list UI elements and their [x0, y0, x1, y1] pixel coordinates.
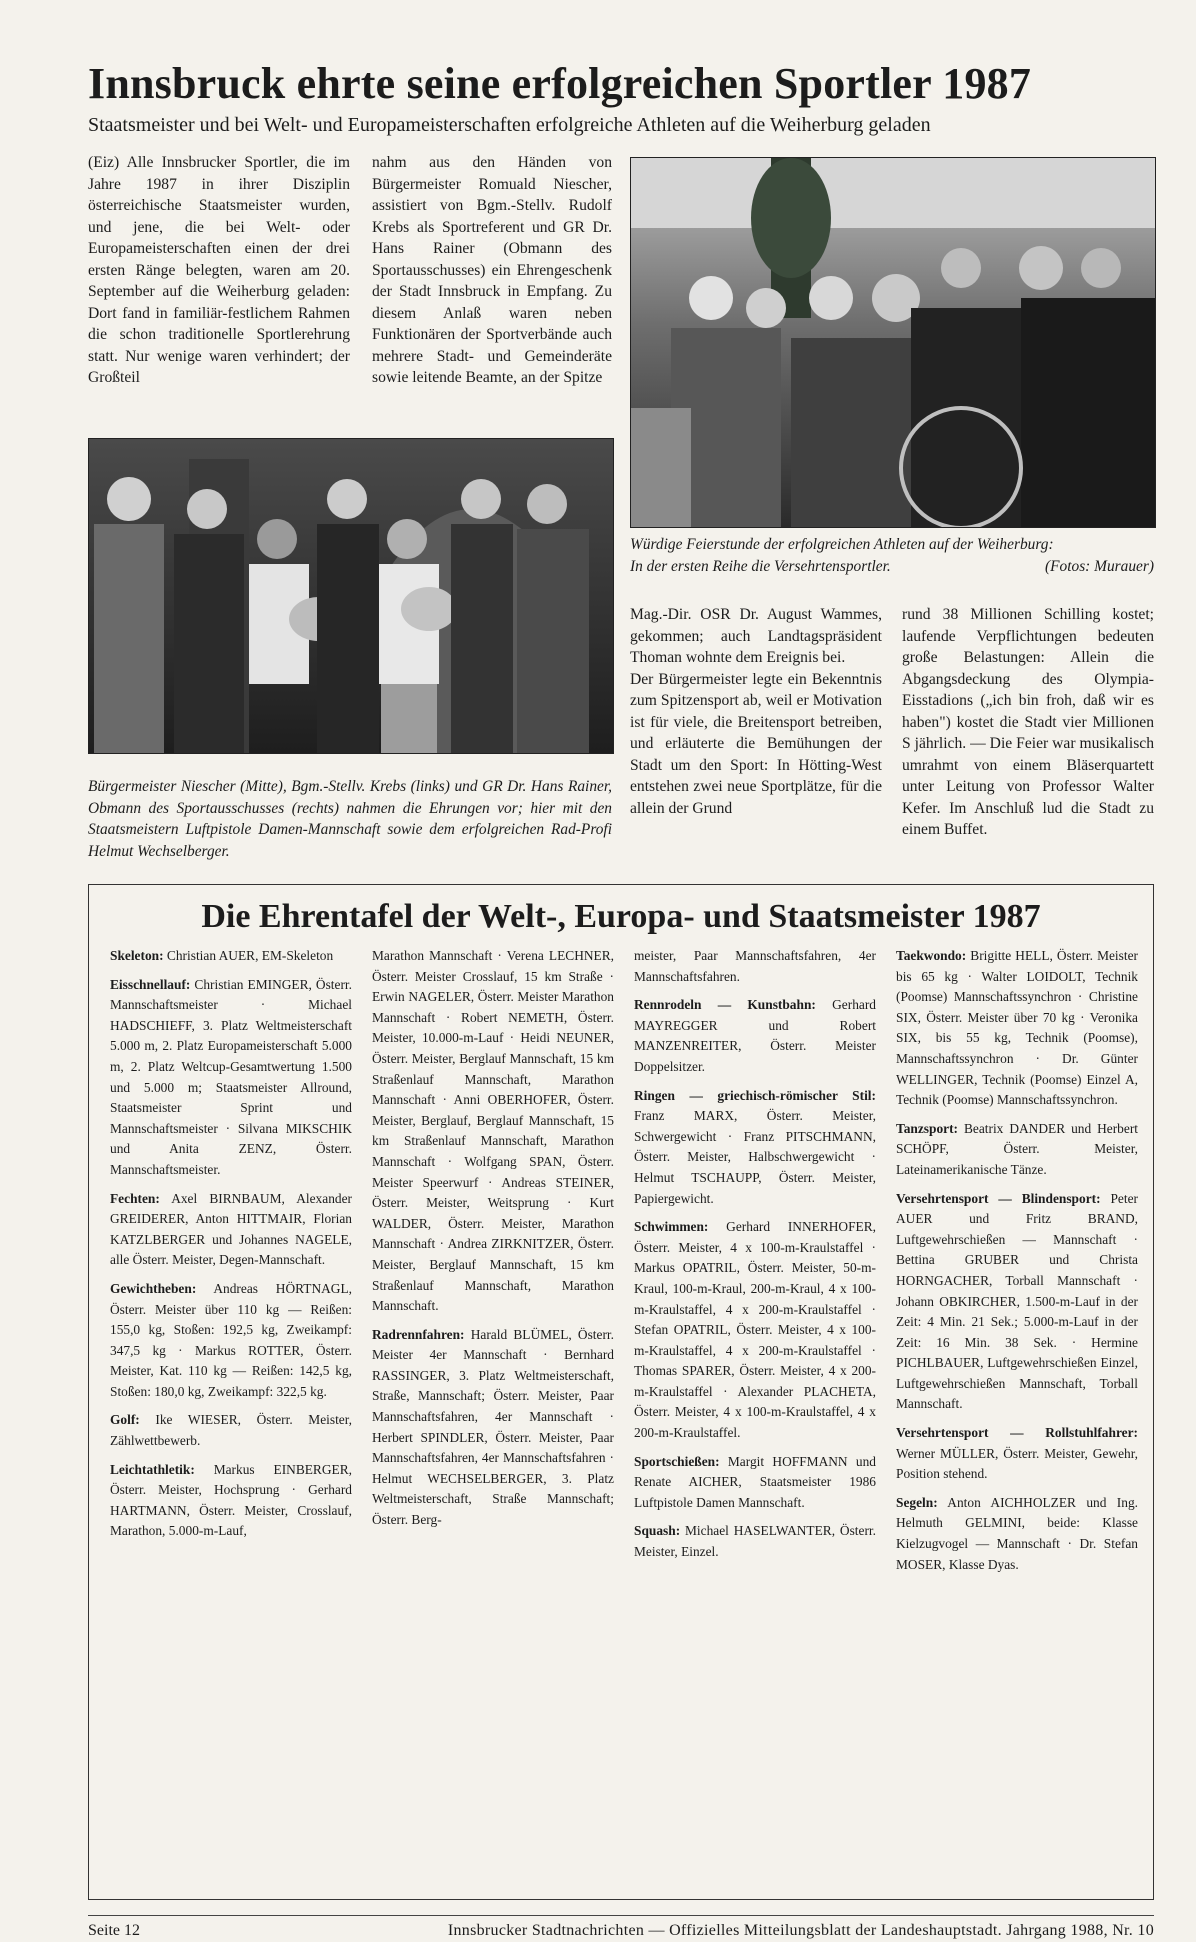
photo-audience-caption-line2: In der ersten Reihe die Versehrtensportler. [630, 557, 891, 575]
photo-group [88, 438, 614, 754]
honor-sport: Versehrtensport — Rollstuhlfahrer: [896, 1425, 1138, 1441]
photo-audience-caption [630, 534, 1154, 577]
honor-entry [110, 1460, 352, 1542]
footer-rule [88, 1915, 1154, 1916]
honor-entry-text: Christian EMINGER, Österr. Mannschaftsmeister · Michael HADSCHIEFF, 3. Platz Weltmeisterschaft 5.000 m, 2. Platz Europameisterschaft 5.000 m, 2. Platz Weltcup-Gesamtwertung 1.500 und 5.000 m; Staatsmeister Allround, Staatsmeister Sprint und Mannschaftsmeister · Silvana MIKSCHIK und Anita ZENZ, Österr. Mannschaftsmeister. [110, 976, 352, 1177]
honor-entry-text: Margit HOFFMANN und Renate AICHER, Staatsmeister 1986 Luftpistole Damen Mannschaft. [634, 1453, 876, 1510]
honor-entry-text: Axel BIRNBAUM, Alexander GREIDERER, Anton HITTMAIR, Florian KATZLBERGER und Johannes NAGELE, alle Österr. Meister, Degen-Mannschaft. [110, 1190, 352, 1268]
article-column-4 [902, 604, 1154, 841]
honor-column-4 [896, 946, 1138, 1583]
photo-audience-caption-line1: Würdige Feierstunde der erfolgreichen Athleten auf der Weiherburg: [630, 536, 1054, 553]
honor-sport: Radrennfahren: [372, 1326, 465, 1342]
honor-column-1 [110, 946, 352, 1550]
honor-entry [110, 1410, 352, 1451]
article-column-3 [630, 604, 882, 819]
article-col3-para1: Mag.-Dir. OSR Dr. August Wammes, gekommen; auch Landtagspräsident Thoman wohnte dem Ereignis bei. [630, 606, 882, 666]
article-col2-text: nahm aus den Händen von Bürgermeister Romuald Niescher, assistiert von Bgm.-Stellv. Rudolf Krebs als Sportreferent und GR Dr. Hans Rainer (Obmann des Sportausschusses) ein Ehrengeschenk der Stadt Innsbruck in Empfang. Zu diesem Anlaß waren neben Funktionären der Sportverbände auch mehrere Stadt- und Gemeinderäte sowie leitende Beamte, an der Spitze [372, 154, 612, 386]
honor-sport: Gewichtheben: [110, 1280, 197, 1296]
headline: Innsbruck ehrte seine erfolgreichen Sportler 1987 [88, 59, 1032, 108]
honor-entry-text: Beatrix DANDER und Herbert SCHÖPF, Österr. Meister, Lateinamerikanische Tänze. [896, 1120, 1138, 1177]
honor-entry [634, 1086, 876, 1210]
honor-sport: Golf: [110, 1412, 140, 1428]
honor-roll-title: Die Ehrentafel der Welt-, Europa- und Staatsmeister 1987 [201, 898, 1041, 935]
honor-sport: Rennrodeln — Kunstbahn: [634, 997, 816, 1013]
honor-entry-text: Gerhard INNERHOFER, Österr. Meister, 4 x 100-m-Kraulstaffel · Markus OPATRIL, Österr. Meister, 50-m-Kraul, 100-m-Kraul, 200-m-Kraul, 4 x 100-m-Kraulstaffel, 4 x 200-m-Kraulstaffel · Stefan OPATRIL, Österr. Meister, 4 x 100-m-Kraulstaffel, 4 x 200-m-Kraulstaffel · Thomas SPARER, Österr. Meister, 4 x 200-m-Kraulstaffel · Alexander PLACHETA, Österr. Meister, 4 x 100-m-Kraulstaffel, 4 x 200-m-Kraulstaffel. [634, 1219, 876, 1441]
photo-audience [630, 157, 1156, 528]
photo-group-image [89, 439, 613, 753]
honor-entry-text: Brigitte HELL, Österr. Meister bis 65 kg · Walter LOIDOLT, Technik (Poomse) Mannschaftssynchron · Christine SIX, Österr. Meister über 70 kg · Veronika SIX, bis 55 kg, Technik (Poomse), Mannschaftssynchron · Dr. Günter WELLINGER, Technik (Poomse) Einzel A, Technik (Poomse) Mannschaftssynchron. [896, 948, 1138, 1108]
honor-sport: Leichtathletik: [110, 1461, 195, 1477]
honor-entry [110, 946, 352, 967]
honor-entry [634, 995, 876, 1077]
honor-entry-text: Harald BLÜMEL, Österr. Meister 4er Mannschaft · Bernhard RASSINGER, 3. Platz Weltmeisterschaft, Straße, Mannschaft; Österr. Meister, Paar Mannschaftsfahren, 4er Mannschaft · Herbert SPINDLER, Österr. Meister, Paar Mannschaftsfahren, 4er Mannschaftsfahren · Helmut WECHSELBERGER, 3. Platz Weltmeisterschaft, Straße Mannschaft; Österr. Berg- [372, 1326, 614, 1528]
honor-entry [896, 946, 1138, 1111]
honor-entry [634, 1217, 876, 1444]
honor-sport: Squash: [634, 1523, 681, 1539]
honor-sport: Skeleton: [110, 948, 164, 963]
honor-entry [896, 1119, 1138, 1181]
honor-entry-text: Werner MÜLLER, Österr. Meister, Gewehr, Position stehend. [896, 1445, 1138, 1482]
honor-sport: Schwimmen: [634, 1219, 709, 1235]
page-number: Seite 12 [88, 1922, 140, 1939]
photo-group-caption: Bürgermeister Niescher (Mitte), Bgm.-Stellv. Krebs (links) und GR Dr. Hans Rainer, Obmann des Sportausschusses (rechts) nahmen die Ehrungen vor; hier mit den Staatsmeistern Luftpistole Damen-Mannschaft sowie dem erfolgreichen Rad-Profi Helmut Wechselberger. [88, 778, 612, 860]
honor-entry-text: Andreas HÖRTNAGL, Österr. Meister über 110 kg — Reißen: 155,0 kg, Stoßen: 192,5 kg, Zweikampf: 347,5 kg · Markus ROTTER, Österr. Meister, Kat. 110 kg — Reißen: 142,5 kg, Stoßen: 180,0 kg, Zweikampf: 322,5 kg. [110, 1280, 352, 1399]
article-column-2 [372, 152, 612, 389]
honor-sport: Eisschnellauf: [110, 976, 191, 992]
honor-entry-text: Anton AICHHOLZER und Ing. Helmuth GELMINI, beide: Klasse Kielzugvogel — Mannschaft · Dr. Stefan MOSER, Klasse Dyas. [896, 1494, 1138, 1572]
photo-audience-image [631, 158, 1155, 527]
honor-entry [110, 975, 352, 1181]
photo-audience-caption-line2-row [630, 556, 1154, 578]
honor-sport: Ringen — griechisch-römischer Stil: [634, 1087, 876, 1103]
honor-entry-text: meister, Paar Mannschaftsfahren, 4er Mannschaftsfahren. [634, 948, 876, 984]
honor-sport: Fechten: [110, 1190, 160, 1206]
honor-sport: Versehrtensport — Blindensport: [896, 1190, 1101, 1206]
photo-credit: (Fotos: Murauer) [1045, 557, 1154, 575]
honor-entry [896, 1493, 1138, 1575]
honor-entry [372, 946, 614, 1317]
honor-sport: Sportschießen: [634, 1453, 720, 1469]
publication-line: Innsbrucker Stadtnachrichten — Offizielles Mitteilungsblatt der Landeshauptstadt. Jahrgang 1988, Nr. 10 [447, 1922, 1154, 1939]
honor-column-3 [634, 946, 876, 1571]
honor-column-2 [372, 946, 614, 1539]
honor-entry [896, 1189, 1138, 1416]
honor-entry [372, 1325, 614, 1531]
honor-entry [110, 1279, 352, 1403]
honor-entry-text: Christian AUER, EM-Skeleton [163, 948, 334, 963]
honor-entry [634, 1521, 876, 1562]
honor-sport: Taekwondo: [896, 948, 967, 963]
honor-entry-text: Gerhard MAYREGGER und Robert MANZENREITER, Österr. Meister Doppelsitzer. [634, 997, 876, 1074]
honor-entry [634, 946, 876, 987]
honor-entry-text: Peter AUER und Fritz BRAND, Luftgewehrschießen — Mannschaft · Bettina GRUBER und Christa HORNGACHER, Torball Mannschaft · Johann OBKIRCHER, 1.500-m-Lauf in der Zeit: 4 Min. 21 Sek.; 5.000-m-Lauf in der Zeit: 16 Min. 38 Sek. · Hermine PICHLBAUER, Luftgewehrschießen Einzel, Luftgewehrschießen Mannschaft, Torball Mannschaft. [896, 1190, 1138, 1412]
honor-sport: Segeln: [896, 1494, 938, 1510]
honor-entry [634, 1452, 876, 1514]
article-col1-text: (Eiz) Alle Innsbrucker Sportler, die im Jahre 1987 in ihrer Disziplin österreichische Staatsmeister wurden, und jene, die bei Welt- oder Europameisterschaften einen der drei ersten Ränge belegten, waren am 20. September auf die Weiherburg geladen: Dort fand in familiär-festlichem Rahmen die schon traditionelle Sportlerehrung statt. Nur wenige waren verhindert; der Großteil [88, 154, 350, 386]
honor-entry-text: Markus EINBERGER, Österr. Meister, Hochsprung · Gerhard HARTMANN, Österr. Meister, Crosslauf, Marathon, 5.000-m-Lauf, [110, 1461, 352, 1539]
article-col3-para2: Der Bürgermeister legte ein Bekenntnis zum Spitzensport ab, weil er Motivation ist für viele, die Breitensport betreiben, und erläuterte die Bemühungen der Stadt um den Sport: In Hötting-West entstehen zwei neue Sportplätze, für die allein der Grund [630, 670, 882, 817]
honor-entry [110, 1189, 352, 1271]
article-col4-text: rund 38 Millionen Schilling kostet; laufende Verpflichtungen bedeuten große Belastungen: Allein die Abgangsdeckung des Olympia-Eisstadions („ich bin froh, daß wir es haben") kostet die Stadt vier Millionen S jährlich. — Die Feier war musikalisch umrahmt von einem Bläserquartett unter Leitung von Professor Walter Kefer. Im Anschluß lud die Stadt zu einem Buffet. [902, 606, 1154, 838]
honor-entry-text: Franz MARX, Österr. Meister, Schwergewicht · Franz PITSCHMANN, Österr. Meister, Halbschwergewicht · Helmut TSCHAUPP, Österr. Meister, Papiergewicht. [634, 1108, 876, 1206]
honor-entry-text: Marathon Mannschaft · Verena LECHNER, Österr. Meister Crosslauf, 15 km Straße · Erwin NAGELER, Österr. Meister Marathon Mannschaft · Robert NEMETH, Österr. Meister, 10.000-m-Lauf · Heidi NEUNER, Österr. Meister, Berglauf Mannschaft, 15 km Straßenlauf Mannschaft, Marathon Mannschaft · Anni OBERHOFER, Österr. Meister, Berglauf, Berglauf Mannschaft, 15 km Straßenlauf Mannschaft, Marathon Mannschaft · Wolfgang SPAN, Österr. Meister Speerwurf · Andreas STEINER, Österr. Meister, Weitsprung · Kurt WALDER, Österr. Meister, Marathon Mannschaft · Andrea ZIRKNITZER, Österr. Meister, Berglauf Mannschaft, 15 km Straßenlauf Mannschaft, Marathon Mannschaft. [372, 948, 614, 1314]
honor-entry-text: Ike WIESER, Österr. Meister, Zählwettbewerb. [110, 1412, 352, 1449]
honor-entry [896, 1423, 1138, 1485]
honor-entry-text: Michael HASELWANTER, Österr. Meister, Einzel. [634, 1523, 876, 1560]
honor-sport: Tanzsport: [896, 1120, 959, 1136]
subheadline: Staatsmeister und bei Welt- und Europameisterschaften erfolgreiche Athleten auf die Weiherburg geladen [88, 114, 931, 136]
article-column-1 [88, 152, 350, 389]
